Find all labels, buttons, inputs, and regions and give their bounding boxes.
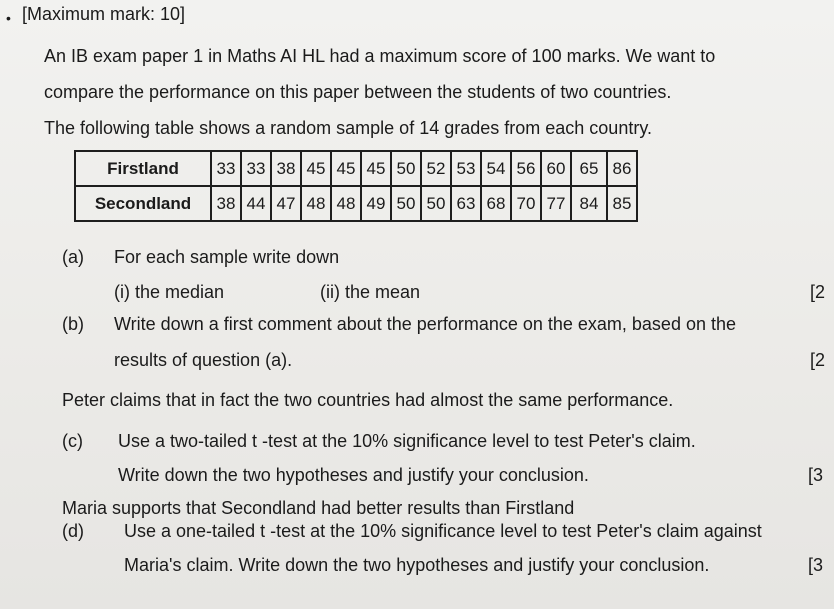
- table-cell: 48: [301, 186, 331, 221]
- intro-line-1: An IB exam paper 1 in Maths AI HL had a maximum score of 100 marks. We want to: [44, 46, 716, 66]
- question-a-marks: [2: [810, 282, 826, 302]
- table-cell: 45: [361, 151, 391, 186]
- question-c-label: (c): [62, 431, 83, 451]
- table-cell: 38: [271, 151, 301, 186]
- peter-claim: Peter claims that in fact the two countries had almost the same performance.: [62, 390, 674, 410]
- table-row-secondland: [75, 186, 637, 221]
- question-c-marks: [3: [808, 465, 824, 485]
- table-cell: 65: [571, 151, 607, 186]
- table-row-firstland: [75, 151, 637, 186]
- table-cell: 70: [511, 186, 541, 221]
- question-d-label: (d): [62, 521, 84, 541]
- table-cell: 49: [361, 186, 391, 221]
- question-d-line-2: Maria's claim. Write down the two hypotheses and justify your conclusion.: [124, 555, 710, 575]
- table-cell: 53: [451, 151, 481, 186]
- table-cell: 45: [331, 151, 361, 186]
- table-cell: 56: [511, 151, 541, 186]
- row-header-firstland: Firstland: [75, 151, 211, 186]
- table-cell: 47: [271, 186, 301, 221]
- question-b-line-2: results of question (a).: [114, 350, 293, 370]
- question-a-text: For each sample write down: [114, 247, 340, 267]
- table-cell: 84: [571, 186, 607, 221]
- question-b-marks: [2: [810, 350, 826, 370]
- table-cell: 44: [241, 186, 271, 221]
- table-cell: 50: [391, 186, 421, 221]
- question-c-line-2: Write down the two hypotheses and justify your conclusion.: [118, 465, 589, 485]
- table-cell: 68: [481, 186, 511, 221]
- table-cell: 52: [421, 151, 451, 186]
- table-cell: 63: [451, 186, 481, 221]
- table-cell: 85: [607, 186, 637, 221]
- maximum-mark-label: [Maximum mark: 10]: [22, 4, 186, 24]
- bullet-mark: •: [6, 10, 11, 26]
- table-cell: 60: [541, 151, 571, 186]
- question-d-marks: [3: [808, 555, 824, 575]
- question-d-line-1: Use a one-tailed t -test at the 10% significance level to test Peter's claim against: [124, 521, 762, 541]
- table-cell: 50: [421, 186, 451, 221]
- maria-claim: Maria supports that Secondland had better results than Firstland: [62, 498, 575, 518]
- question-a-part-i: (i) the median: [114, 282, 225, 302]
- intro-line-3: The following table shows a random sample of 14 grades from each country.: [44, 118, 652, 138]
- table-cell: 48: [331, 186, 361, 221]
- table-cell: 54: [481, 151, 511, 186]
- table-cell: 45: [301, 151, 331, 186]
- table-cell: 50: [391, 151, 421, 186]
- question-c-line-1: Use a two-tailed t -test at the 10% significance level to test Peter's claim.: [118, 431, 696, 451]
- grades-table: [74, 150, 638, 222]
- table-cell: 33: [211, 151, 241, 186]
- intro-line-2: compare the performance on this paper between the students of two countries.: [44, 82, 672, 102]
- table-cell: 86: [607, 151, 637, 186]
- question-a-label: (a): [62, 247, 84, 267]
- question-a-part-ii: (ii) the mean: [320, 282, 421, 302]
- question-b-line-1: Write down a first comment about the performance on the exam, based on the: [114, 314, 737, 334]
- row-header-secondland: Secondland: [75, 186, 211, 221]
- question-b-label: (b): [62, 314, 84, 334]
- table-cell: 77: [541, 186, 571, 221]
- table-cell: 38: [211, 186, 241, 221]
- table-cell: 33: [241, 151, 271, 186]
